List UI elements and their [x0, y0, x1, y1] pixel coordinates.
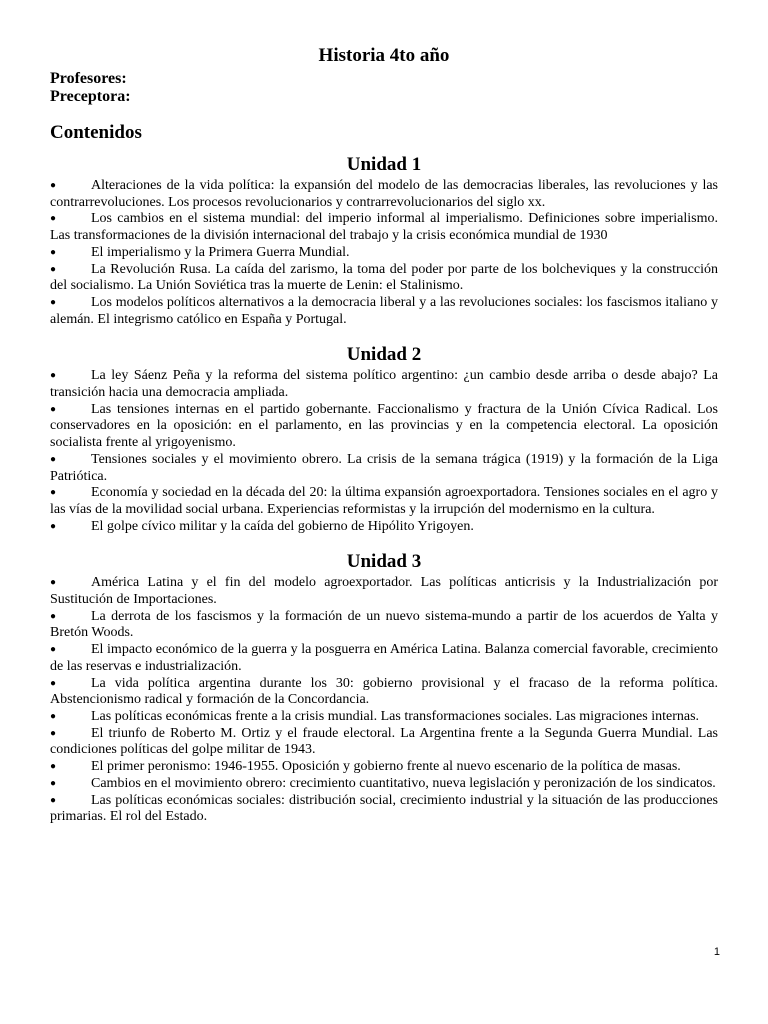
- list-item-text: La derrota de los fascismos y la formación de un nuevo sistema-mundo a partir de los acuerdos de Yalta y Bretón Woods.: [50, 608, 718, 641]
- document-title: Historia 4to año: [318, 45, 450, 66]
- list-item: [50, 368, 718, 401]
- list-item-text: El impacto económico de la guerra y la posguerra en América Latina. Balanza comercial favorable, crecimiento de las reservas e industrialización.: [50, 642, 718, 674]
- bullet-icon: ●: [50, 710, 57, 722]
- list-item-text: Economía y sociedad en la década del 20: la última expansión agroexportadora. Tensiones sociales en el agro y las vías de la movilidad social urbana. Experiencias reformistas y la irrupción del modernismo en la cultura.: [50, 485, 718, 517]
- list-item-text: América Latina y el fin del modelo agroexportador. Las políticas anticrisis y la Industrialización por Sustitución de Importaciones.: [50, 575, 718, 608]
- list-item-text: El imperialismo y la Primera Guerra Mundial.: [91, 244, 350, 260]
- list-item-text: La vida política argentina durante los 30: gobierno provisional y el fracaso de la reforma política. Abstencionismo radical y formación de la Concordancia.: [50, 675, 718, 708]
- list-item: [50, 609, 718, 642]
- unit-section-2: [50, 344, 718, 535]
- list-item: [50, 178, 718, 211]
- list-item: [50, 759, 718, 776]
- preceptora-label: Preceptora:: [50, 88, 131, 105]
- list-item-text: Los cambios en el sistema mundial: del imperio informal al imperialismo. Definiciones sobre imperialismo. Las transformaciones de la división internacional del trabajo y la crisis económica mundial de 1930: [50, 211, 718, 244]
- list-item-text: Las políticas económicas frente a la crisis mundial. Las transformaciones sociales. Las migraciones internas.: [91, 708, 700, 724]
- list-item: [50, 709, 718, 726]
- list-item: [50, 295, 718, 328]
- units-container: [50, 154, 718, 826]
- list-item-text: Los modelos políticos alternativos a la democracia liberal y a las revoluciones sociales: los fascismos italiano y alemán. El integrismo católico en España y Portugal.: [50, 294, 718, 327]
- list-item: [50, 575, 718, 608]
- list-item: [50, 211, 718, 244]
- profesores-label: Profesores:: [50, 70, 127, 87]
- list-item-text: La ley Sáenz Peña y la reforma del sistema político argentino: ¿un cambio desde arriba o desde abajo? La transición hacia una democracia ampliada.: [50, 368, 718, 401]
- list-item: [50, 485, 718, 518]
- bullet-icon: ●: [50, 610, 57, 622]
- bullet-icon: ●: [50, 777, 57, 789]
- page-number: 1: [713, 946, 720, 958]
- list-item: [50, 402, 718, 452]
- bullet-icon: ●: [50, 453, 57, 465]
- list-item-text: La Revolución Rusa. La caída del zarismo, la toma del poder por parte de los bolcheviques y la construcción del socialismo. La Unión Soviética tras la muerte de Lenin: el Stalinismo.: [50, 261, 718, 294]
- list-item-text: El golpe cívico militar y la caída del gobierno de Hipólito Yrigoyen.: [91, 518, 474, 534]
- list-item: [50, 519, 718, 536]
- list-item-text: Cambios en el movimiento obrero: crecimiento cuantitativo, nueva legislación y peronización de los sindicatos.: [91, 775, 716, 791]
- list-item: [50, 642, 718, 675]
- list-item-text: El triunfo de Roberto M. Ortiz y el fraude electoral. La Argentina frente a la Segunda Guerra Mundial. Las condiciones políticas del golpe militar de 1943.: [50, 725, 718, 758]
- bullet-icon: ●: [50, 761, 57, 773]
- list-item: [50, 262, 718, 295]
- bullet-icon: ●: [50, 677, 57, 689]
- bullet-icon: ●: [50, 370, 57, 382]
- document-page: [50, 44, 718, 842]
- section-title-contenidos: Contenidos: [50, 122, 142, 143]
- list-item: [50, 793, 718, 826]
- list-item-text: Las políticas económicas sociales: distribución social, crecimiento industrial y la situación de las producciones primarias. El rol del Estado.: [50, 792, 718, 825]
- list-item-text: El primer peronismo: 1946-1955. Oposición y gobierno frente al nuevo escenario de la política de masas.: [91, 759, 681, 775]
- list-item-text: Tensiones sociales y el movimiento obrero. La crisis de la semana trágica (1919) y la formación de la Liga Patriótica.: [50, 451, 718, 484]
- unit-section-3: [50, 551, 718, 826]
- unit-title: Unidad 1: [346, 154, 422, 175]
- bullet-icon: ●: [50, 487, 57, 499]
- bullet-icon: ●: [50, 794, 57, 806]
- bullet-icon: ●: [50, 296, 57, 308]
- bullet-icon: ●: [50, 180, 57, 191]
- list-item: [50, 452, 718, 485]
- list-item-text: Alteraciones de la vida política: la expansión del modelo de las democracias liberales, las revoluciones y las contrarrevoluciones. Los procesos revolucionarios y contrarrevolucionarios del siglo xx.: [50, 178, 718, 210]
- bullet-icon: ●: [50, 727, 57, 739]
- list-item: [50, 245, 718, 262]
- unit-title: Unidad 3: [346, 551, 422, 573]
- list-item-text: Las tensiones internas en el partido gobernante. Faccionalismo y fractura de la Unión Cívica Radical. Los conservadores en la oposición: en el parlamento, en las provincias y en la competencia electoral. La oposición socialista frente al yrigoyenismo.: [50, 401, 718, 451]
- list-item: [50, 726, 718, 759]
- bullet-icon: ●: [50, 577, 57, 589]
- bullet-icon: ●: [50, 213, 57, 225]
- list-item: [50, 776, 718, 793]
- bullet-icon: ●: [50, 520, 57, 532]
- bullet-icon: ●: [50, 263, 57, 275]
- bullet-icon: ●: [50, 246, 57, 258]
- bullet-icon: ●: [50, 403, 57, 415]
- list-item: [50, 676, 718, 709]
- unit-section-1: [50, 154, 718, 328]
- unit-title: Unidad 2: [346, 344, 422, 366]
- bullet-icon: ●: [50, 644, 57, 656]
